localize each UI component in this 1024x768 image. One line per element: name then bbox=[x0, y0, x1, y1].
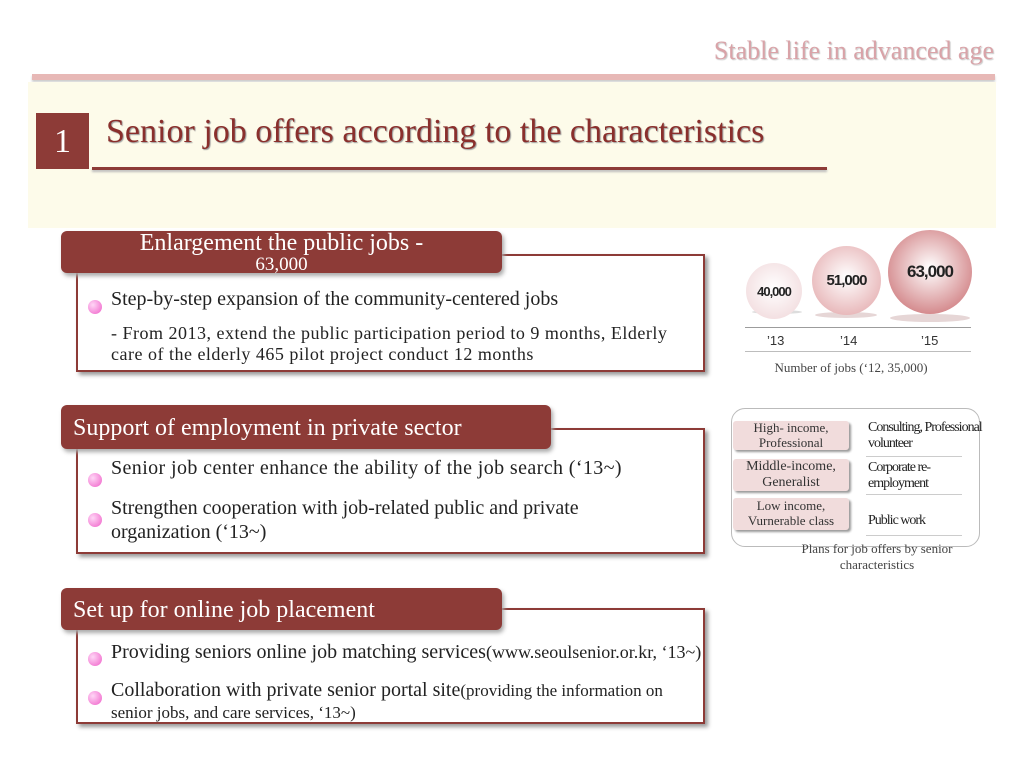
plan-offer: Public work bbox=[868, 513, 926, 528]
bubble-label: 63,000 bbox=[907, 262, 953, 281]
item-small-text: (www.seoulsenior.or.kr, ‘13~) bbox=[485, 642, 702, 662]
bubble-label: 40,000 bbox=[757, 283, 791, 299]
page-title: Senior job offers according to the characteristics bbox=[106, 113, 765, 150]
plan-offer: Corporate re-employment bbox=[868, 460, 931, 492]
plan-divider bbox=[866, 456, 962, 457]
bullet-icon bbox=[88, 513, 102, 527]
bubble-label: 51,000 bbox=[826, 272, 867, 289]
section-online-placement-item-2 bbox=[111, 679, 671, 723]
plans-caption: Plans for job offers by senior characteristics bbox=[801, 541, 953, 572]
plan-category: Middle-income, Generalist bbox=[733, 459, 849, 491]
chart-axis bbox=[745, 327, 971, 328]
year-label-2014: ’14 bbox=[840, 333, 858, 348]
bullet-icon bbox=[88, 691, 102, 705]
heading-line-1: Enlargement the public jobs - bbox=[139, 230, 424, 256]
section-online-placement-item-1 bbox=[111, 641, 791, 665]
chart-shadow bbox=[890, 314, 970, 322]
plan-category: Low income, Vurnerable class bbox=[733, 498, 849, 530]
jobs-bubble-2013 bbox=[746, 263, 802, 319]
section-public-jobs-item-1: Step-by-step expansion of the community-centered jobs bbox=[111, 288, 559, 310]
item-main-text: Providing seniors online job matching services bbox=[111, 641, 486, 663]
plan-divider bbox=[866, 494, 962, 495]
plan-offer: Consulting, Professional volunteer bbox=[868, 420, 982, 452]
plan-divider bbox=[866, 535, 962, 536]
bullet-icon bbox=[88, 473, 102, 487]
bullet-icon bbox=[88, 300, 102, 314]
item-small-text: (providing the information on senior jobs, and care services, ‘13~) bbox=[111, 681, 663, 722]
year-label-2013: ’13 bbox=[767, 333, 785, 348]
item-main-text: Collaboration with private senior portal site bbox=[111, 679, 461, 701]
section-public-jobs-heading bbox=[61, 231, 502, 273]
jobs-chart-caption: Number of jobs (‘12, 35,000) bbox=[774, 360, 928, 375]
section-private-sector-heading: Support of employment in private sector bbox=[61, 405, 551, 449]
section-online-placement-heading: Set up for online job placement bbox=[61, 588, 502, 630]
section-number: 1 bbox=[36, 113, 89, 169]
section-private-sector-item-1: Senior job center enhance the ability of the job search (‘13~) bbox=[111, 457, 622, 479]
jobs-bubble-2015 bbox=[888, 230, 972, 314]
top-rule bbox=[32, 74, 995, 80]
plan-category: High- income, Professional bbox=[733, 421, 849, 450]
header-band bbox=[28, 82, 996, 228]
section-private-sector-item-2: Strengthen cooperation with job-related public and private organization (‘13~) bbox=[111, 497, 579, 543]
heading-line-2: 63,000 bbox=[255, 254, 308, 275]
bullet-icon bbox=[88, 652, 102, 666]
jobs-bubble-2014 bbox=[812, 246, 881, 315]
top-title: Stable life in advanced age bbox=[713, 36, 994, 65]
section-public-jobs-item-2: - From 2013, extend the public participation period to 9 months, Elderly care of the elderly 465 pilot project conduct 12 months bbox=[111, 323, 668, 365]
title-underline bbox=[92, 167, 827, 170]
year-label-2015: ’15 bbox=[921, 333, 939, 348]
chart-axis-bottom bbox=[745, 351, 971, 352]
